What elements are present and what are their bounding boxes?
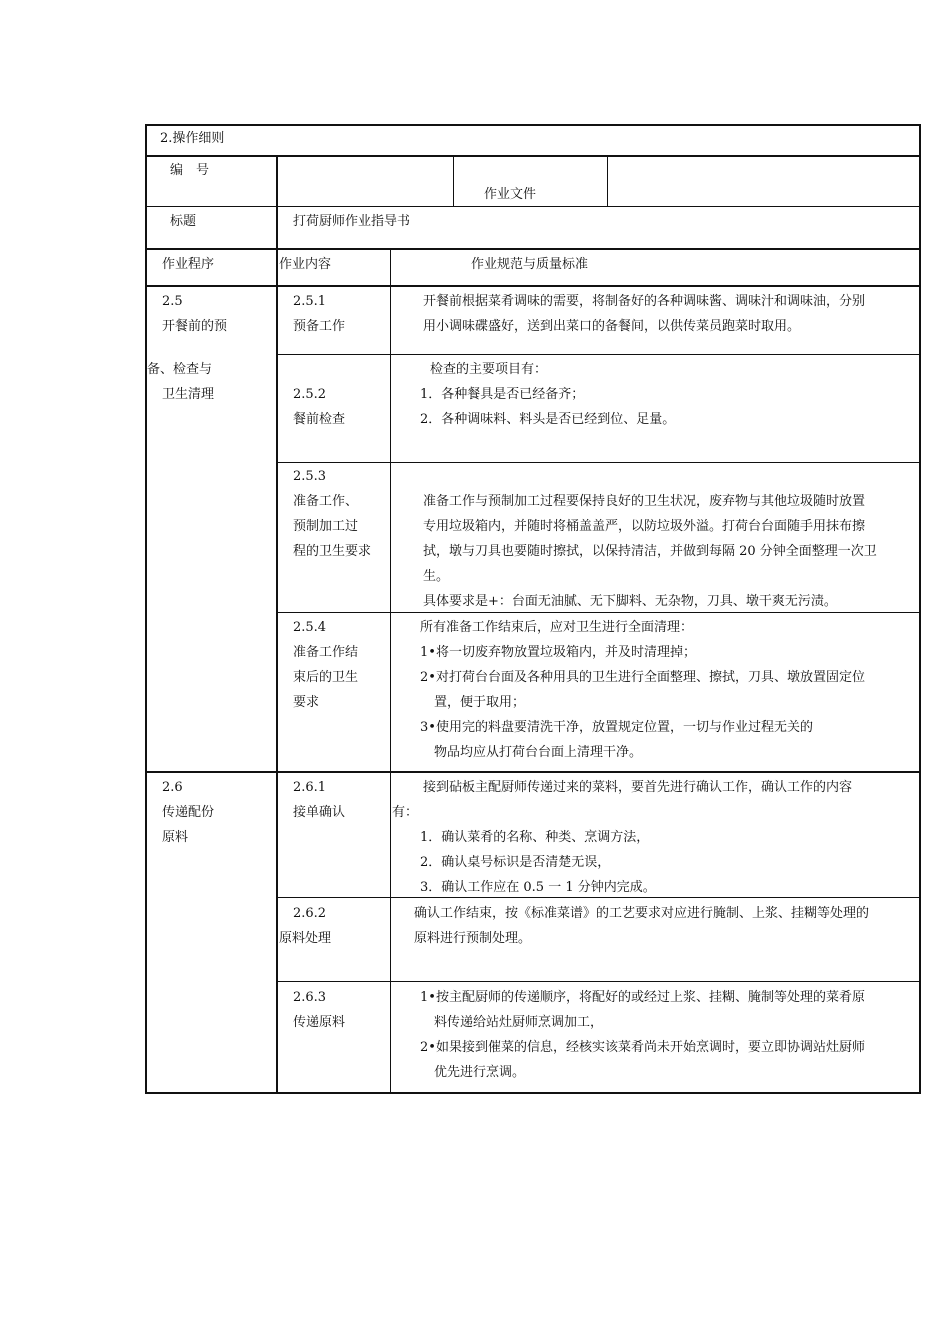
item-name-line: 准备工作结 (293, 645, 359, 660)
item-id: 2.5.4 (293, 620, 327, 635)
item-name-line: 传递原料 (293, 1015, 346, 1030)
item-id: 2.6.2 (293, 906, 327, 921)
standard-line: 具体要求是+：台面无油腻、无下脚料、无杂物，刀具、墩干爽无污渍。 (423, 594, 837, 609)
item-name-line: 预备工作 (293, 319, 346, 334)
standard-line: 检查的主要项目有： (430, 362, 548, 377)
row-divider (277, 897, 921, 898)
row-divider (277, 612, 921, 613)
standard-line: 专用垃圾箱内，并随时将桶盖盖严，以防垃圾外溢。打荷台台面随手用抹布擦 (423, 519, 866, 534)
standard-line: 2•对打荷台台面及各种用具的卫生进行全面整理、擦拭，刀具、墩放置固定位 (420, 670, 865, 685)
column-header-content: 作业内容 (279, 257, 332, 272)
column-divider (453, 155, 454, 207)
column-divider (607, 155, 608, 207)
standard-line: 2．各种调味料、料头是否已经到位、足量。 (420, 412, 676, 427)
standard-line: 接到砧板主配厨师传递过来的菜料，要首先进行确认工作，确认工作的内容 (423, 780, 853, 795)
standard-line: 3．确认工作应在 0.5 一 1 分钟内完成。 (420, 880, 656, 895)
standard-line: 1．确认菜肴的名称、种类、烹调方法， (420, 830, 650, 845)
item-id: 2.5.3 (293, 469, 327, 484)
item-name-line: 餐前检查 (293, 412, 346, 427)
item-id: 2.5.1 (293, 294, 327, 309)
item-name-line: 接单确认 (293, 805, 346, 820)
standard-line: 所有准备工作结束后，应对卫生进行全面清理： (420, 620, 694, 635)
standard-line: 拭，墩与刀具也要随时擦拭，以保持清洁，并做到每隔 20 分钟全面整理一次卫 (423, 544, 877, 559)
section-name-line: 开餐前的预 (162, 319, 228, 334)
item-name-line: 原料处理 (279, 931, 332, 946)
row-divider (145, 248, 921, 250)
item-name-line: 准备工作、 (293, 494, 359, 509)
standard-line: 3•使用完的料盘要清洗干净，放置规定位置，一切与作业过程无关的 (420, 720, 813, 735)
row-divider (277, 981, 921, 982)
standard-line: 1．各种餐具是否已经备齐； (420, 387, 585, 402)
standard-line: 原料进行预制处理。 (414, 931, 532, 946)
section-name-line: 传递配份 (162, 805, 215, 820)
item-name-line: 预制加工过 (293, 519, 359, 534)
standard-line: 优先进行烹调。 (434, 1065, 526, 1080)
item-id: 2.6.1 (293, 780, 327, 795)
standard-line: 2•如果接到催菜的信息，经核实该菜肴尚未开始烹调时，要立即协调站灶厨师 (420, 1040, 865, 1055)
item-name-line: 要求 (293, 695, 320, 710)
row-divider (277, 462, 921, 463)
column-header-standard: 作业规范与质量标准 (471, 257, 589, 272)
standard-line: 1•将一切废弃物放置垃圾箱内，并及时清理掉； (420, 645, 696, 660)
standard-line: 1•按主配厨师的传递顺序，将配好的或经过上浆、挂糊、腌制等处理的菜肴原 (420, 990, 865, 1005)
section-id: 2.5 (162, 294, 183, 309)
item-name-line: 束后的卫生 (293, 670, 359, 685)
doc-type: 作业文件 (484, 187, 537, 202)
column-divider (276, 155, 278, 1093)
standard-line: 开餐前根据菜肴调味的需要，将制备好的各种调味酱、调味汁和调味油，分别 (423, 294, 866, 309)
standard-line: 2．确认桌号标识是否清楚无误， (420, 855, 611, 870)
code-label: 编 号 (170, 163, 210, 178)
column-divider (390, 248, 391, 1093)
item-id: 2.5.2 (293, 387, 327, 402)
standard-line: 用小调味碟盛好，送到出菜口的备餐间，以供传菜员跑菜时取用。 (423, 319, 801, 334)
section-id: 2.6 (162, 780, 183, 795)
item-id: 2.6.3 (293, 990, 327, 1005)
title-value: 打荷厨师作业指导书 (293, 214, 411, 229)
section-name-line: 卫生清理 (162, 387, 215, 402)
column-header-procedure: 作业程序 (162, 257, 215, 272)
standard-line: 准备工作与预制加工过程要保持良好的卫生状况，废弃物与其他垃圾随时放置 (423, 494, 866, 509)
row-divider (145, 285, 921, 287)
standard-line: 置，便于取用； (434, 695, 526, 710)
row-divider (145, 155, 921, 157)
standard-line: 料传递给站灶厨师烹调加工， (434, 1015, 604, 1030)
section-name-line: 原料 (162, 830, 189, 845)
standard-line: 确认工作结束，按《标准菜谱》的工艺要求对应进行腌制、上浆、挂糊等处理的 (414, 906, 870, 921)
item-name-line: 程的卫生要求 (293, 544, 372, 559)
standard-line: 有： (392, 805, 419, 820)
row-divider (277, 354, 921, 355)
standard-line: 生。 (423, 569, 450, 584)
row-divider (145, 206, 921, 207)
section-name-line: 备、检查与 (147, 362, 213, 377)
title-label: 标题 (170, 214, 197, 229)
standard-line: 物品均应从打荷台台面上清理干净。 (434, 745, 643, 760)
section-title: 2.操作细则 (160, 131, 225, 146)
row-divider (145, 771, 921, 773)
